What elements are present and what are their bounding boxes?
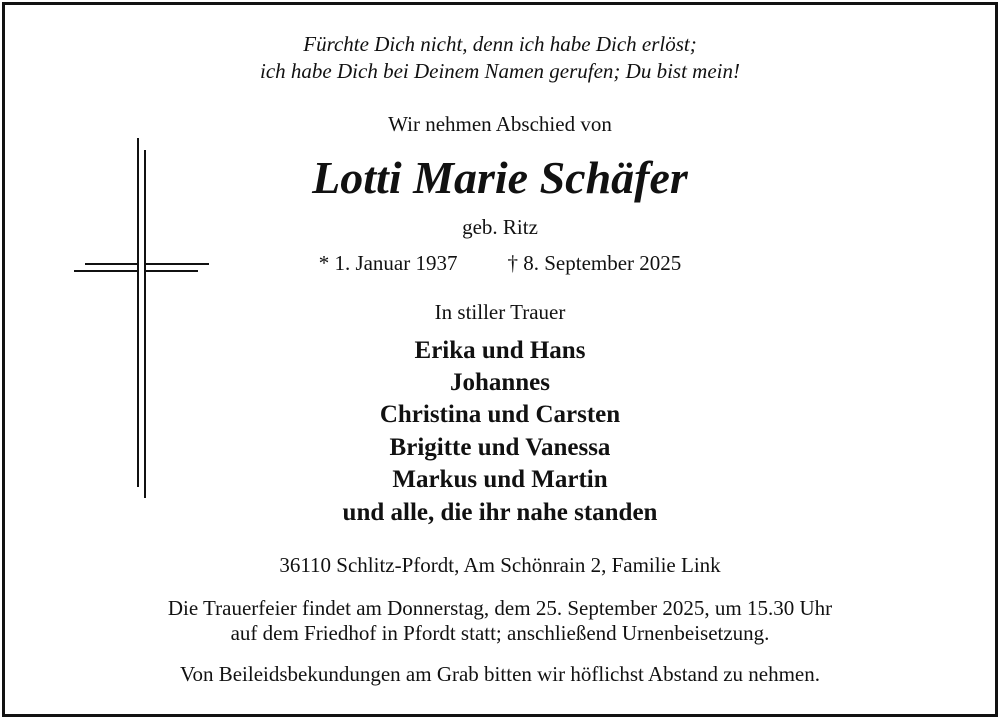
family-member: Markus und Martin	[392, 466, 608, 493]
address: 36110 Schlitz-Pfordt, Am Schönrain 2, Familie Link	[279, 553, 721, 577]
life-dates	[0, 251, 1000, 276]
verse-line-2: ich habe Dich bei Deinem Namen gerufen; Du bist mein!	[260, 59, 740, 83]
funeral-line-2: auf dem Friedhof in Pfordt statt; anschließend Urnenbeisetzung.	[230, 621, 770, 645]
verse-line-1: Fürchte Dich nicht, denn ich habe Dich erlöst;	[303, 32, 697, 56]
family-member: Christina und Carsten	[379, 401, 621, 428]
funeral-line-1: Die Trauerfeier findet am Donnerstag, dem 25. September 2025, um 15.30 Uhr	[167, 596, 833, 620]
condolence-request: Von Beileidsbekundungen am Grab bitten wir höflichst Abstand zu nehmen.	[180, 662, 820, 686]
family-member: Johannes	[449, 369, 551, 396]
maiden-name: geb. Ritz	[462, 215, 538, 239]
family-member: Brigitte und Vanessa	[389, 434, 611, 461]
death-date: † 8. September 2025	[507, 251, 682, 275]
intro-text: Wir nehmen Abschied von	[388, 112, 612, 136]
deceased-name: Lotti Marie Schäfer	[312, 152, 688, 203]
family-member: und alle, die ihr nahe standen	[342, 499, 658, 526]
mourning-intro: In stiller Trauer	[434, 300, 566, 324]
birth-date: * 1. Januar 1937	[318, 251, 458, 275]
family-member: Erika und Hans	[414, 337, 586, 364]
